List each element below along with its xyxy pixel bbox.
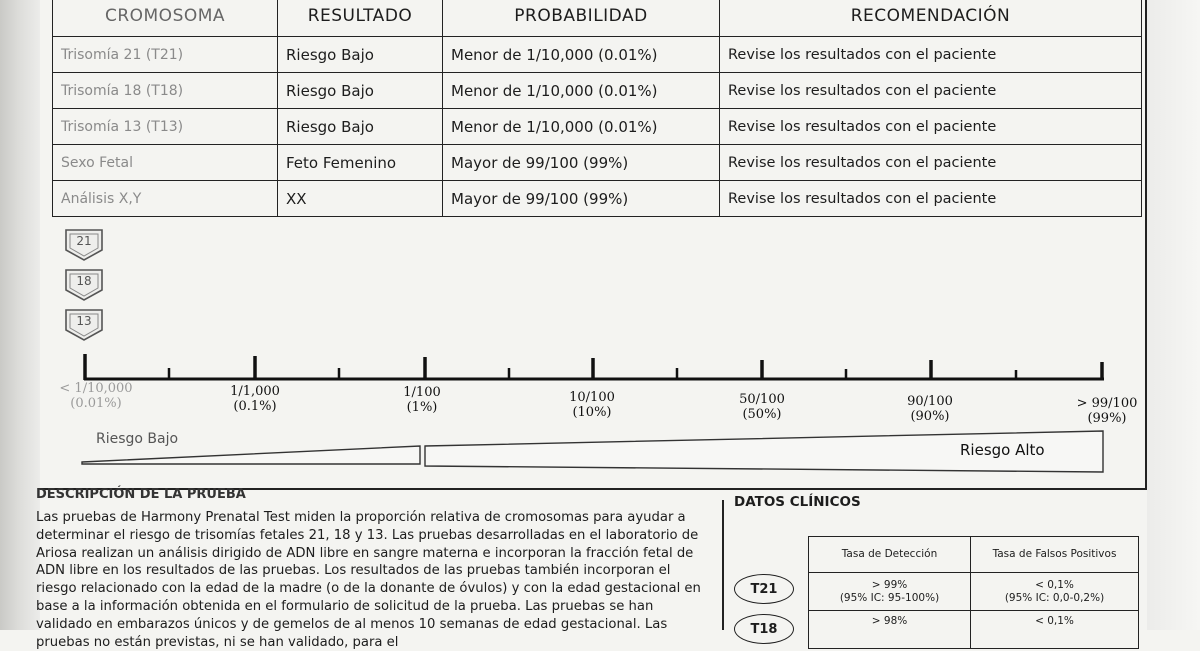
row-chromosome: Análisis X,Y (53, 181, 278, 217)
row-chromosome: Sexo Fetal (53, 145, 278, 181)
tick-value: 1/1,000 (230, 384, 280, 399)
row-result: Riesgo Bajo (278, 37, 443, 73)
tick-label (56, 381, 136, 411)
high-risk-label: Riesgo Alto (960, 441, 1045, 459)
header-false-positive-rate: Tasa de Falsos Positivos (971, 537, 1139, 573)
row-chromosome: Trisomía 21 (T21) (53, 37, 278, 73)
description-title: DESCRIPCIÓN DE LA PRUEBA (36, 487, 246, 502)
header-resultado: RESULTADO (278, 0, 443, 37)
tick-value: 1/100 (403, 385, 441, 400)
false-positive-value: < 0,1% (1035, 578, 1074, 591)
clinical-data-table (808, 536, 1139, 649)
tick-percent: (99%) (1087, 411, 1127, 426)
clinical-table-header (809, 537, 1139, 573)
detection-value: > 99% (871, 578, 908, 591)
tick-percent: (50%) (742, 407, 782, 422)
row-recommendation: Revise los resultados con el paciente (720, 37, 1142, 73)
low-risk-label: Riesgo Bajo (96, 431, 179, 447)
header-cromosoma: CROMOSOMA (53, 0, 278, 37)
tick-percent: (1%) (406, 400, 438, 415)
row-chromosome: Trisomía 13 (T13) (53, 109, 278, 145)
tick-percent: (0.1%) (233, 399, 277, 414)
row-probability: Menor de 1/10,000 (0.01%) (443, 109, 720, 145)
tick-percent: (10%) (572, 405, 612, 420)
tick-label (890, 394, 970, 424)
false-positive-ci: (95% IC: 0,0-0,2%) (1004, 591, 1105, 604)
marker-13-label: 13 (76, 314, 92, 328)
false-positive-cell (971, 573, 1139, 611)
detection-ci: (95% IC: 95-100%) (839, 591, 940, 604)
tick-label (552, 390, 632, 420)
row-probability: Mayor de 99/100 (99%) (443, 145, 720, 181)
tick-label (722, 392, 802, 422)
tick-value: 50/100 (739, 392, 785, 407)
row-recommendation: Revise los resultados con el paciente (720, 145, 1142, 181)
row-result: Feto Femenino (278, 145, 443, 181)
false-positive-value: < 0,1% (1035, 615, 1074, 627)
row-recommendation: Revise los resultados con el paciente (720, 109, 1142, 145)
tick-value: 90/100 (907, 394, 953, 409)
row-recommendation: Revise los resultados con el paciente (720, 181, 1142, 217)
clinical-row-label-t18: T18 (734, 614, 794, 644)
tick-value: 10/100 (569, 390, 615, 405)
marker-18-label: 18 (76, 274, 92, 288)
row-probability: Mayor de 99/100 (99%) (443, 181, 720, 217)
row-result: Riesgo Bajo (278, 109, 443, 145)
header-detection-rate: Tasa de Detección (809, 537, 971, 573)
tick-value: < 1/10,000 (59, 381, 133, 396)
detection-value: > 98% (871, 615, 908, 627)
row-result: XX (278, 181, 443, 217)
row-probability: Menor de 1/10,000 (0.01%) (443, 37, 720, 73)
tick-percent: (0.01%) (70, 396, 122, 411)
low-risk-wedge (82, 446, 420, 464)
tick-label (1062, 396, 1152, 426)
header-probabilidad: PROBABILIDAD (443, 0, 720, 37)
marker-21-label: 21 (76, 234, 92, 248)
tick-label (384, 385, 460, 415)
clinical-data-title: DATOS CLÍNICOS (734, 494, 861, 510)
detection-cell (809, 573, 971, 611)
tick-percent: (90%) (910, 409, 950, 424)
row-result: Riesgo Bajo (278, 73, 443, 109)
clinical-row-label-t21: T21 (734, 574, 794, 604)
table-row (809, 573, 1139, 611)
row-recommendation: Revise los resultados con el paciente (720, 73, 1142, 109)
description-text: Las pruebas de Harmony Prenatal Test miden la proporción relativa de cromosomas para ayudar a determinar el riesgo de trisomías fetales 21, 18 y 13. Las pruebas desarrolladas en el laboratorio de Ariosa realizan un análisis dirigido de ADN libre en sangre materna e incorporan la fracción fetal de ADN libre en los resultados de las pruebas. Los resultados de las pruebas también incorporan el riesgo relacionado con la edad de la madre (o de la donante de óvulos) y con la edad gestacional en base a la información obtenida en el formulario de solicitud de la prueba. Las pruebas se han validado en embarazos únicos y de gemelos de al menos 10 semanas de edad gestacional. Las pruebas no están previstas, ni se han validado, para el (36, 510, 701, 650)
header-recomendacion: RECOMENDACIÓN (720, 0, 1142, 37)
tick-value: > 99/100 (1076, 396, 1138, 411)
column-divider (722, 500, 724, 630)
row-chromosome: Trisomía 18 (T18) (53, 73, 278, 109)
row-probability: Menor de 1/10,000 (0.01%) (443, 73, 720, 109)
tick-label (212, 384, 298, 414)
